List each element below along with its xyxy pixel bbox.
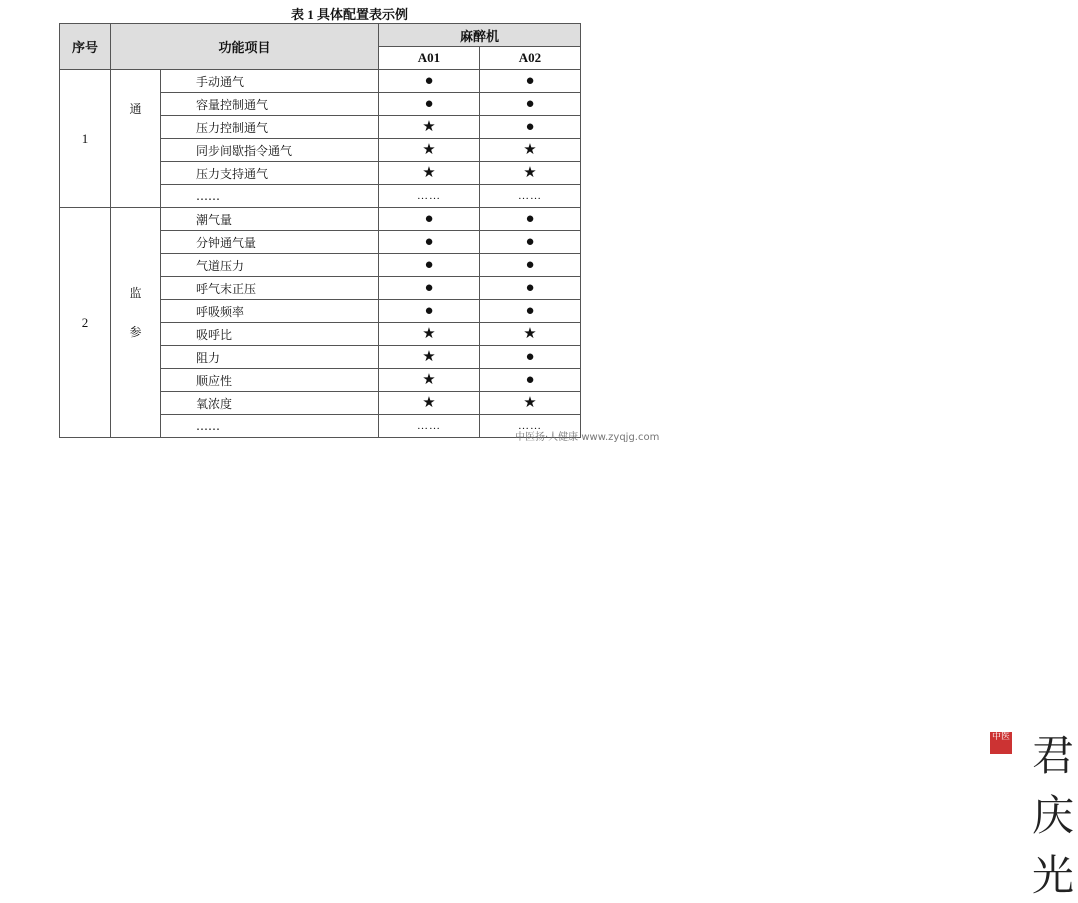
function-item: 呼吸频率 (161, 300, 379, 323)
config-mark-a02: ● (480, 346, 581, 369)
seq-cell: 1 (60, 70, 111, 208)
config-mark-a02: ● (480, 231, 581, 254)
config-mark-a02: ★ (480, 392, 581, 415)
watermark-brand: 君庆光 (1032, 731, 1078, 900)
config-mark-a02: ★ (480, 323, 581, 346)
config-mark-a02: ● (480, 369, 581, 392)
config-mark-a01: ★ (379, 162, 480, 185)
config-mark-a02: ● (480, 116, 581, 139)
table-row (60, 70, 581, 93)
function-item: 容量控制通气 (161, 93, 379, 116)
config-mark-a02: ● (480, 254, 581, 277)
config-mark-a02: ★ (480, 139, 581, 162)
group-label: 通 (129, 102, 142, 116)
seq-cell: 2 (60, 208, 111, 438)
function-item: …… (161, 185, 379, 208)
header-model-a02: A02 (480, 47, 581, 70)
table-caption: 表 1 具体配置表示例 (290, 7, 408, 22)
config-mark-a02: ● (480, 93, 581, 116)
function-item: 分钟通气量 (161, 231, 379, 254)
config-mark-a01: ● (379, 300, 480, 323)
function-item: 氧浓度 (161, 392, 379, 415)
function-item: 吸呼比 (161, 323, 379, 346)
config-mark-a02: ● (480, 208, 581, 231)
group-label-top: 监 (129, 286, 142, 300)
config-mark-a02: ★ (480, 162, 581, 185)
header-function: 功能项目 (111, 24, 379, 70)
config-mark-a02: …… (480, 415, 581, 438)
config-mark-a01: …… (379, 185, 480, 208)
function-item: 气道压力 (161, 254, 379, 277)
config-mark-a01: ● (379, 254, 480, 277)
watermark-site: 中医扬·人健康 www.zyqjg.com (515, 432, 660, 443)
config-mark-a01: ● (379, 277, 480, 300)
header-seq: 序号 (60, 24, 111, 70)
config-mark-a01: ● (379, 93, 480, 116)
config-mark-a01: ★ (379, 323, 480, 346)
config-mark-a02: ● (480, 277, 581, 300)
config-mark-a01: ★ (379, 116, 480, 139)
header-model-a01: A01 (379, 47, 480, 70)
group-label-cell (111, 70, 161, 208)
function-item: 阻力 (161, 346, 379, 369)
config-mark-a01: ★ (379, 392, 480, 415)
function-item: 压力控制通气 (161, 116, 379, 139)
function-item: 潮气量 (161, 208, 379, 231)
config-mark-a02: …… (480, 185, 581, 208)
config-mark-a01: ● (379, 70, 480, 93)
function-item: 同步间歇指令通气 (161, 139, 379, 162)
config-mark-a01: ● (379, 208, 480, 231)
function-item: 呼气末正压 (161, 277, 379, 300)
config-mark-a02: ● (480, 70, 581, 93)
function-item: 手动通气 (161, 70, 379, 93)
config-mark-a02: ● (480, 300, 581, 323)
config-mark-a01: ★ (379, 369, 480, 392)
config-mark-a01: ● (379, 231, 480, 254)
group-label-cell (111, 208, 161, 438)
function-item: 压力支持通气 (161, 162, 379, 185)
config-mark-a01: …… (379, 415, 480, 438)
config-mark-a01: ★ (379, 139, 480, 162)
table-row (60, 208, 581, 231)
config-mark-a01: ★ (379, 346, 480, 369)
group-label-bottom: 参 (129, 325, 142, 339)
function-item: …… (161, 415, 379, 438)
watermark-seal: 中医 (990, 732, 1012, 754)
header-machine: 麻醉机 (379, 24, 581, 47)
function-item: 顺应性 (161, 369, 379, 392)
